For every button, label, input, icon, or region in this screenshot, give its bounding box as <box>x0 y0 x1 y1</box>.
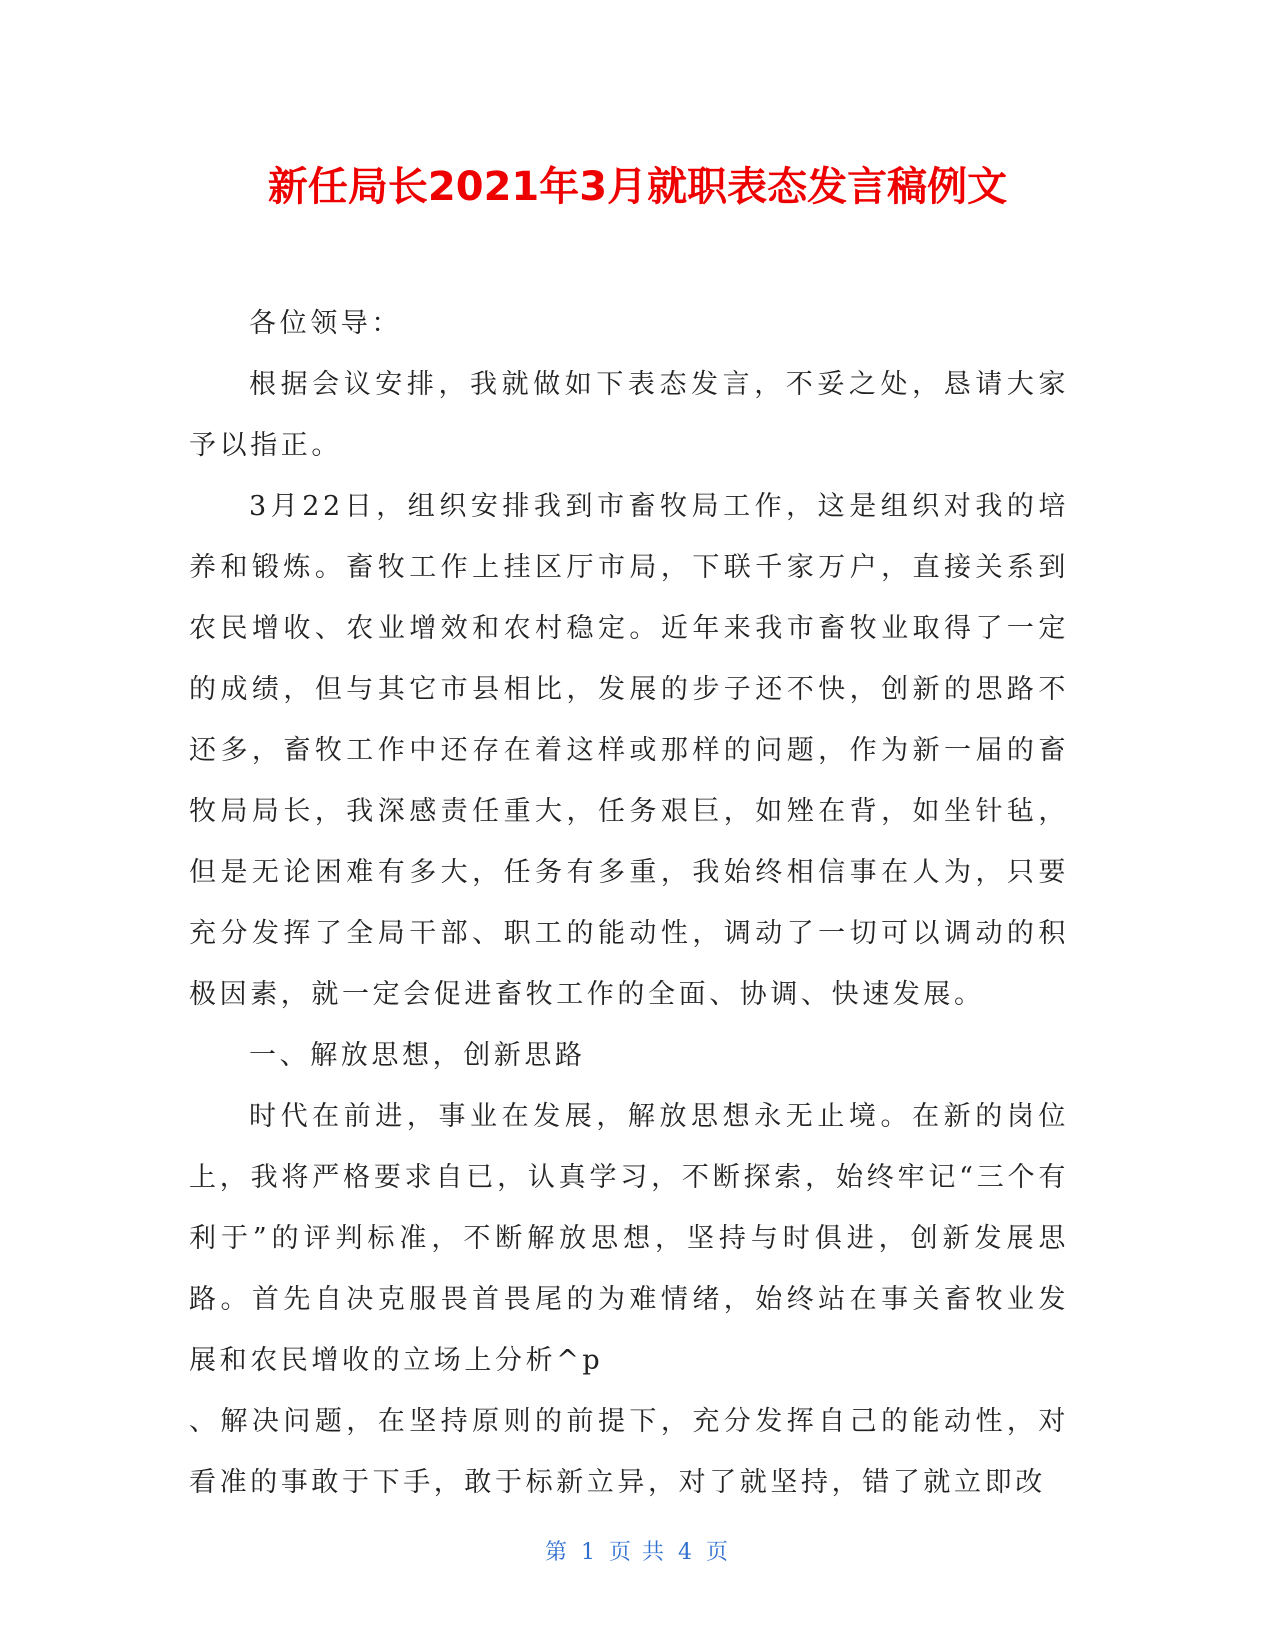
current-page-number: 1 <box>581 1540 597 1565</box>
paragraph-section-continued: 、解决问题，在坚持原则的前提下，充分发挥自己的能动性，对看准的事敢于下手，敢于标新立异，对了就坚持，错了就立即改 <box>189 1406 1069 1498</box>
paragraph-background: 3月22日，组织安排我到市畜牧局工作，这是组织对我的培养和锻炼。畜牧工作上挂区厅市局，下联千家万户，直接关系到农民增收、农业增效和农村稳定。近年来我市畜牧业取得了一定的成绩，但与其它市县相比，发展的步子还不快，创新的思路不还多，畜牧工作中还存在着这样或那样的问题，作为新一届的畜牧局局长，我深感责任重大，任务艰巨，如矬在背，如坐针毡，但是无论困难有多大，任务有多重，我始终相信事在人为，只要充分发挥了全局干部、职工的能动性，调动了一切可以调动的积极因素，就一定会促进畜牧工作的全面、协调、快速发展。 <box>189 491 1069 1010</box>
footer-prefix: 第 <box>544 1540 569 1565</box>
document-body <box>189 293 1069 1513</box>
footer-mid: 页 共 <box>609 1540 666 1565</box>
section-heading: 一、解放思想，创新思路 <box>249 1040 586 1071</box>
total-pages-number: 4 <box>678 1540 694 1565</box>
paragraph-section-body: 时代在前进，事业在发展，解放思想永无止境。在新的岗位上，我将严格要求自已，认真学习，不断探索，始终牢记“三个有利于”的评判标准，不断解放思想，坚持与时俱进，创新发展思路。首先自决克服畏首畏尾的为难情绪，始终站在事关畜牧业发展和农民增收的立场上分析^p <box>189 1101 1069 1376</box>
paragraph-greeting: 各位领导： <box>249 308 402 339</box>
paragraph-opening: 根据会议安排，我就做如下表态发言，不妥之处，恳请大家予以指正。 <box>189 369 1069 461</box>
page-footer <box>0 1535 1275 1566</box>
document-title: 新任局长2021年3月就职表态发言稿例文 <box>267 164 1008 210</box>
footer-suffix: 页 <box>706 1540 731 1565</box>
